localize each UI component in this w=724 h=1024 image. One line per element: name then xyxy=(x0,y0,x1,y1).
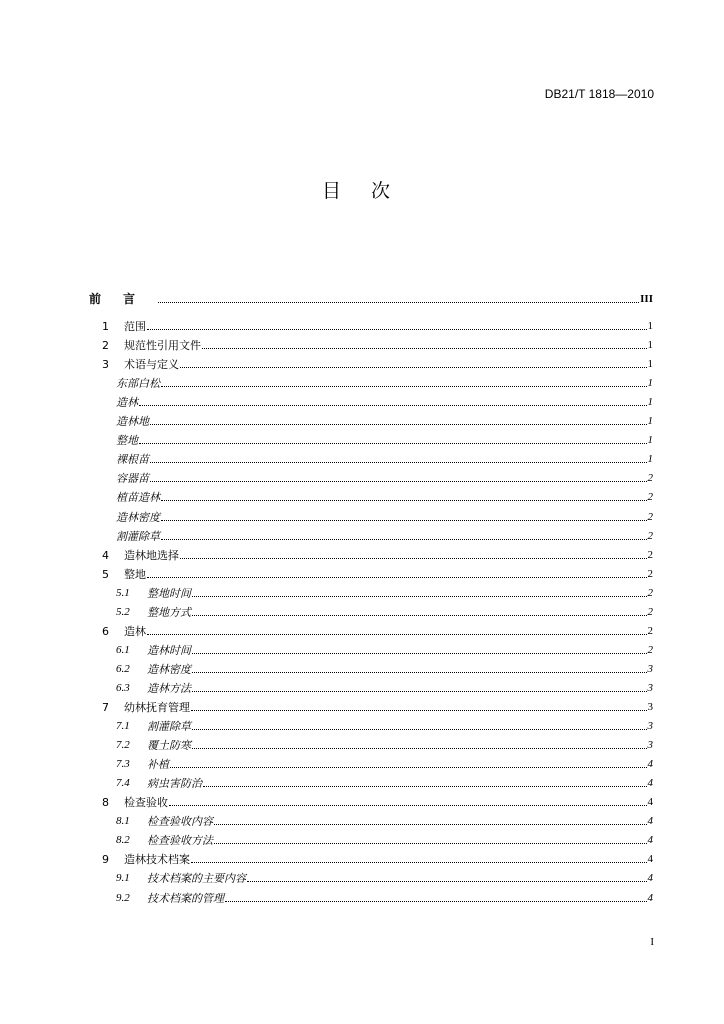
toc-leader-dots xyxy=(161,499,647,501)
toc-entry-page: 2 xyxy=(647,567,653,580)
toc-entry[interactable] xyxy=(102,563,653,581)
toc-entry[interactable] xyxy=(102,544,653,562)
toc-entry-page: 2 xyxy=(647,472,653,485)
toc-entry-page: 4 xyxy=(647,853,653,866)
toc-entry-page: 3 xyxy=(647,701,653,713)
toc-entry-label: 割灌除草 xyxy=(116,529,160,543)
toc-leader-dots xyxy=(158,301,639,303)
document-code: DB21/T 1818—2010 xyxy=(544,87,654,101)
toc-entry-page: 1 xyxy=(647,434,653,447)
toc-entry-foreword[interactable] xyxy=(89,288,653,306)
toc-entry[interactable] xyxy=(116,601,653,619)
toc-entry[interactable] xyxy=(102,353,653,371)
toc-entry-number: 7.2 xyxy=(116,739,130,752)
toc-entry-label: 造林技术档案 xyxy=(124,853,190,867)
toc-entry[interactable] xyxy=(116,448,653,466)
toc-entry-number: 7.1 xyxy=(116,720,130,733)
toc-leader-dots xyxy=(214,823,647,825)
toc-entry-page: 1 xyxy=(647,377,653,390)
toc-entry-number: 8.2 xyxy=(116,834,130,847)
toc-entry-label: 造林时间 xyxy=(147,643,191,657)
toc-entry[interactable] xyxy=(116,829,653,847)
toc-entry-label: 裸根苗 xyxy=(116,453,149,467)
toc-entry[interactable] xyxy=(116,887,653,905)
toc-entry-label: 造林方法 xyxy=(147,681,191,695)
toc-entry-number: 6.1 xyxy=(116,643,130,656)
toc-entry-page: 2 xyxy=(647,510,653,523)
toc-entry-number: 5 xyxy=(102,567,109,581)
toc-leader-dots xyxy=(150,480,647,482)
toc-entry-number: 3 xyxy=(102,358,109,372)
toc-entry-label: 检查验收内容 xyxy=(147,815,213,829)
toc-leader-dots xyxy=(191,709,647,711)
toc-entry-label: 容器苗 xyxy=(116,472,149,486)
toc-leader-dots xyxy=(161,519,647,521)
toc-entry[interactable] xyxy=(116,677,653,695)
toc-leader-dots xyxy=(150,423,647,425)
toc-entry[interactable] xyxy=(102,791,653,809)
toc-entry-label: 技术档案的管理 xyxy=(147,891,224,905)
toc-entry[interactable] xyxy=(102,696,653,714)
toc-entry-number: 6.3 xyxy=(116,681,130,694)
toc-leader-dots xyxy=(147,576,647,578)
toc-entry-page: 2 xyxy=(647,643,653,656)
toc-entry-page: 2 xyxy=(647,491,653,504)
toc-entry-number: 9 xyxy=(102,853,109,867)
toc-entry-page: 4 xyxy=(647,891,653,904)
page-number: I xyxy=(650,936,654,948)
toc-leader-dots xyxy=(203,785,647,787)
toc-entry[interactable] xyxy=(116,467,653,485)
toc-entry-page: 1 xyxy=(647,396,653,409)
toc-entry[interactable] xyxy=(102,315,653,333)
toc-entry[interactable] xyxy=(116,639,653,657)
toc-entry-label: 造林密度 xyxy=(147,662,191,676)
toc-entry-number: 6 xyxy=(102,624,109,638)
toc-leader-dots xyxy=(170,766,647,768)
toc-entry[interactable] xyxy=(102,334,653,352)
toc-leader-dots xyxy=(139,404,647,406)
toc-entry-page: 3 xyxy=(647,720,653,733)
toc-entry-page: 2 xyxy=(647,548,653,561)
toc-entry[interactable] xyxy=(116,753,653,771)
toc-entry-page: 1 xyxy=(647,415,653,428)
toc-entry-number: 6.2 xyxy=(116,662,130,675)
toc-entry-label: 整地方式 xyxy=(147,605,191,619)
toc-entry[interactable] xyxy=(116,525,653,543)
toc-leader-dots xyxy=(247,880,647,882)
toc-entry-label: 造林 xyxy=(116,396,138,410)
toc-leader-dots xyxy=(150,461,647,463)
toc-leader-dots xyxy=(192,614,647,616)
toc-entry-number: 5.1 xyxy=(116,586,130,599)
toc-entry-label: 范围 xyxy=(124,320,146,333)
toc-entry-label: 检查验收 xyxy=(124,796,168,810)
toc-entry[interactable] xyxy=(116,658,653,676)
toc-entry[interactable] xyxy=(116,486,653,504)
toc-leader-dots xyxy=(191,861,647,863)
toc-entry-number: 8 xyxy=(102,796,109,810)
toc-entry[interactable] xyxy=(116,867,653,885)
toc-entry[interactable] xyxy=(116,810,653,828)
toc-entry-page: 1 xyxy=(647,320,653,332)
toc-entry-label: 整地 xyxy=(116,434,138,448)
toc-entry-label: 术语与定义 xyxy=(124,358,179,372)
toc-entry-label: 检查验收方法 xyxy=(147,834,213,848)
toc-leader-dots xyxy=(180,557,647,559)
toc-entry-page: 1 xyxy=(647,339,653,352)
toc-leader-dots xyxy=(225,900,647,902)
toc-entry-label: 割灌除草 xyxy=(147,720,191,734)
toc-leader-dots xyxy=(169,804,647,806)
toc-entry-label: 植苗造林 xyxy=(116,491,160,505)
toc-leader-dots xyxy=(192,747,647,749)
toc-entry-page: 3 xyxy=(647,739,653,752)
toc-leader-dots xyxy=(161,385,647,387)
toc-entry-label: 东部白松 xyxy=(116,377,160,391)
toc-leader-dots xyxy=(192,671,647,673)
toc-leader-dots xyxy=(139,442,647,444)
toc-entry-number: 5.2 xyxy=(116,605,130,618)
toc-entry-page: 1 xyxy=(647,358,653,371)
toc-entry[interactable] xyxy=(116,410,653,428)
toc-entry-page: 1 xyxy=(647,453,653,466)
toc-entry-page: 4 xyxy=(647,777,653,790)
toc-entry-label: 幼林抚育管理 xyxy=(124,701,190,714)
toc-entry-label: 覆土防寒 xyxy=(147,739,191,753)
toc-entry-page: 2 xyxy=(647,605,653,618)
toc-entry-page: 4 xyxy=(647,872,653,885)
toc-leader-dots xyxy=(147,633,647,635)
toc-entry-number: 9.2 xyxy=(116,891,130,904)
toc-leader-dots xyxy=(202,347,647,349)
toc-leader-dots xyxy=(180,366,647,368)
toc-title: 目 次 xyxy=(321,180,403,202)
toc-entry-label: 整地时间 xyxy=(147,586,191,600)
toc-entry[interactable] xyxy=(116,772,653,790)
toc-entry-number: 7.3 xyxy=(116,758,130,771)
toc-entry[interactable] xyxy=(116,429,653,447)
toc-entry[interactable] xyxy=(102,620,653,638)
toc-entry[interactable] xyxy=(116,506,653,524)
toc-entry[interactable] xyxy=(116,582,653,600)
toc-entry-number: 9.1 xyxy=(116,872,130,885)
toc-entry-page: 3 xyxy=(647,662,653,675)
toc-entry-label: 技术档案的主要内容 xyxy=(147,872,246,886)
toc-entry-page: 3 xyxy=(647,681,653,694)
toc-entry-page: III xyxy=(640,293,653,305)
toc-entry[interactable] xyxy=(102,848,653,866)
toc-entry-number: 4 xyxy=(102,548,109,562)
toc-entry-label: 造林密度 xyxy=(116,510,160,524)
toc-entry-number: 8.1 xyxy=(116,815,130,828)
toc-entry-page: 4 xyxy=(647,796,653,809)
toc-entry-label: 造林 xyxy=(124,624,146,638)
toc-entry-number: 7.4 xyxy=(116,777,130,790)
toc-entry-label: 补植 xyxy=(147,758,169,772)
toc-entry-label: 前言 xyxy=(89,292,158,306)
toc-entry[interactable] xyxy=(116,391,653,409)
toc-leader-dots xyxy=(147,328,647,330)
toc-leader-dots xyxy=(214,842,647,844)
toc-entry-label: 整地 xyxy=(124,567,146,581)
toc-leader-dots xyxy=(192,728,647,730)
toc-leader-dots xyxy=(161,538,647,540)
toc-entry-number: 2 xyxy=(102,339,109,353)
toc-entry[interactable] xyxy=(116,715,653,733)
toc-entry-page: 4 xyxy=(647,815,653,828)
toc-entry-page: 2 xyxy=(647,529,653,542)
toc-entry-page: 4 xyxy=(647,834,653,847)
toc-entry-label: 病虫害防治 xyxy=(147,777,202,791)
toc-entry-label: 造林地选择 xyxy=(124,548,179,562)
toc-entry-number: 1 xyxy=(102,320,109,333)
toc-leader-dots xyxy=(192,652,647,654)
toc-entry-number: 7 xyxy=(102,701,109,714)
toc-entry-page: 2 xyxy=(647,624,653,637)
toc-entry[interactable] xyxy=(116,372,653,390)
toc-entry[interactable] xyxy=(116,734,653,752)
toc-leader-dots xyxy=(192,690,647,692)
toc-entry-label: 造林地 xyxy=(116,415,149,429)
toc-entry-page: 4 xyxy=(647,758,653,771)
toc-leader-dots xyxy=(192,595,647,597)
toc-entry-label: 规范性引用文件 xyxy=(124,339,201,353)
toc-entry-page: 2 xyxy=(647,586,653,599)
